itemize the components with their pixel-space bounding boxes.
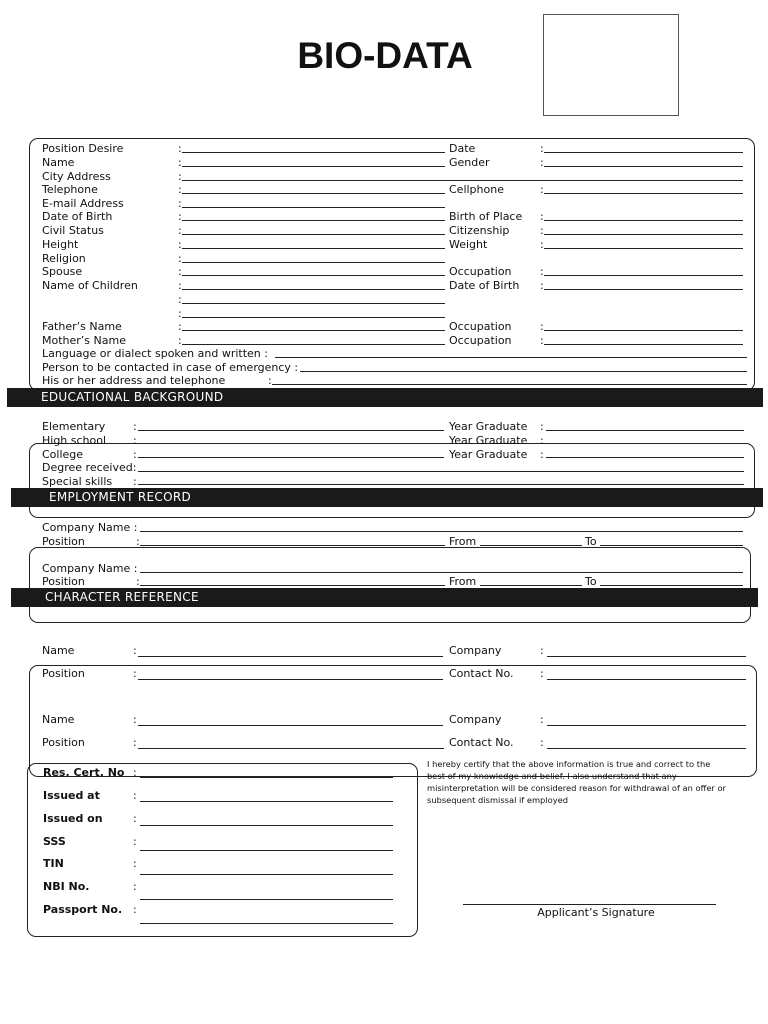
res-cert-field[interactable] xyxy=(140,777,393,778)
colon: : xyxy=(133,812,137,825)
section-heading-reference xyxy=(11,588,758,607)
colon: : xyxy=(178,252,182,265)
year-graduate-label: Year Graduate xyxy=(449,420,528,433)
colon: : xyxy=(133,434,137,447)
ref-company-field-1[interactable] xyxy=(547,656,746,657)
name-field[interactable] xyxy=(182,166,445,167)
elementary-field[interactable] xyxy=(138,430,444,431)
ref-name-field-1[interactable] xyxy=(138,656,443,657)
passport-field[interactable] xyxy=(140,923,393,924)
city-address-field[interactable] xyxy=(182,180,743,181)
colon: : xyxy=(540,265,544,278)
birth-place-label: Birth of Place xyxy=(449,210,523,223)
spouse-label: Spouse xyxy=(42,265,83,278)
company-name-label: Company Name : xyxy=(42,521,138,534)
address-telephone-label: His or her address and telephone xyxy=(42,374,226,387)
to-field-2[interactable] xyxy=(600,585,743,586)
special-skills-label: Special skills xyxy=(42,475,113,488)
year-graduate-label: Year Graduate xyxy=(449,448,528,461)
education-heading-text: EDUCATIONAL BACKGROUND xyxy=(41,390,224,404)
religion-field[interactable] xyxy=(182,262,445,263)
from-label: From xyxy=(449,535,477,548)
position-desire-field[interactable] xyxy=(182,152,445,153)
degree-field[interactable] xyxy=(138,471,744,472)
child-dob-label: Date of Birth xyxy=(449,279,520,292)
ref-contact-field-1[interactable] xyxy=(547,679,746,680)
photo-box[interactable] xyxy=(543,14,679,116)
to-label: To xyxy=(585,535,597,548)
colon: : xyxy=(178,307,182,320)
high-school-field[interactable] xyxy=(138,443,444,444)
signature-field[interactable] xyxy=(463,904,716,905)
colon: : xyxy=(540,420,544,433)
colon: : xyxy=(540,224,544,237)
to-label: To xyxy=(585,575,597,588)
colon: : xyxy=(178,279,182,292)
colon: : xyxy=(133,766,137,779)
telephone-label: Telephone xyxy=(42,183,98,196)
civil-status-field[interactable] xyxy=(182,234,445,235)
colon: : xyxy=(178,197,182,210)
signature-label: Applicant’s Signature xyxy=(537,906,655,919)
issued-at-field[interactable] xyxy=(140,801,393,802)
colon: : xyxy=(133,736,137,749)
issued-at-label: Issued at xyxy=(43,789,100,802)
colon: : xyxy=(540,448,544,461)
colon: : xyxy=(540,279,544,292)
colon: : xyxy=(178,142,182,155)
college-label: College xyxy=(42,448,84,461)
language-label: Language or dialect spoken and written : xyxy=(42,347,268,360)
colon: : xyxy=(178,156,182,169)
ref-contact-label: Contact No. xyxy=(449,736,514,749)
colon: : xyxy=(133,713,137,726)
colon: : xyxy=(178,265,182,278)
section-heading-education xyxy=(7,388,763,407)
high-school-year-field[interactable] xyxy=(546,443,744,444)
children-field-2[interactable] xyxy=(182,303,445,304)
colon: : xyxy=(540,713,544,726)
position-desire-label: Position Desire xyxy=(42,142,124,155)
colon: : xyxy=(540,156,544,169)
father-label: Father’s Name xyxy=(42,320,122,333)
colon: : xyxy=(178,210,182,223)
mother-field[interactable] xyxy=(182,344,445,345)
colon: : xyxy=(133,667,137,680)
colon: : xyxy=(268,374,272,387)
sss-field[interactable] xyxy=(140,850,393,851)
date-label: Date xyxy=(449,142,476,155)
ref-position-label: Position xyxy=(42,667,85,680)
from-label: From xyxy=(449,575,477,588)
ref-company-label: Company xyxy=(449,713,502,726)
ref-name-label: Name xyxy=(42,713,75,726)
tin-label: TIN xyxy=(43,857,64,870)
spouse-occupation-field[interactable] xyxy=(544,275,743,276)
section-heading-employment xyxy=(11,488,763,507)
colon: : xyxy=(540,644,544,657)
colon: : xyxy=(540,667,544,680)
tin-field[interactable] xyxy=(140,874,393,875)
ref-position-field-1[interactable] xyxy=(138,679,443,680)
colon: : xyxy=(178,334,182,347)
colon: : xyxy=(540,434,544,447)
position-field-1[interactable] xyxy=(140,545,445,546)
issued-on-label: Issued on xyxy=(43,812,103,825)
degree-label: Degree received: xyxy=(42,461,137,474)
from-field-1[interactable] xyxy=(480,545,582,546)
weight-field[interactable] xyxy=(544,248,743,249)
weight-label: Weight xyxy=(449,238,488,251)
colon: : xyxy=(133,475,137,488)
father-field[interactable] xyxy=(182,330,445,331)
ref-position-label: Position xyxy=(42,736,85,749)
nbi-label: NBI No. xyxy=(43,880,90,893)
colon: : xyxy=(178,183,182,196)
mother-occupation-field[interactable] xyxy=(544,344,743,345)
employment-heading-text: EMPLOYMENT RECORD xyxy=(49,490,192,504)
high-school-label: High school xyxy=(42,434,107,447)
dob-label: Date of Birth xyxy=(42,210,113,223)
date-field[interactable] xyxy=(544,152,743,153)
position-field-2[interactable] xyxy=(140,585,445,586)
dob-field[interactable] xyxy=(182,220,445,221)
children-field-1[interactable] xyxy=(182,289,445,290)
telephone-field[interactable] xyxy=(182,193,445,194)
issued-on-field[interactable] xyxy=(140,825,393,826)
colon: : xyxy=(133,420,137,433)
name-label: Name xyxy=(42,156,75,169)
email-label: E-mail Address xyxy=(42,197,124,210)
company-name-label: Company Name : xyxy=(42,562,138,575)
gender-field[interactable] xyxy=(544,166,743,167)
reference-heading-text: CHARACTER REFERENCE xyxy=(45,590,199,604)
father-occupation-field[interactable] xyxy=(544,330,743,331)
colon: : xyxy=(133,644,137,657)
from-field-2[interactable] xyxy=(480,585,582,586)
emergency-label: Person to be contacted in case of emergency : xyxy=(42,361,299,374)
elementary-year-field[interactable] xyxy=(546,430,744,431)
position-label: Position xyxy=(42,535,85,548)
colon: : xyxy=(178,320,182,333)
height-label: Height xyxy=(42,238,79,251)
citizenship-field[interactable] xyxy=(544,234,743,235)
colon: : xyxy=(540,334,544,347)
email-field[interactable] xyxy=(182,207,445,208)
colon: : xyxy=(540,320,544,333)
passport-label: Passport No. xyxy=(43,903,123,916)
civil-status-label: Civil Status xyxy=(42,224,104,237)
colon: : xyxy=(178,170,182,183)
child-dob-field[interactable] xyxy=(544,289,743,290)
company-name-field-1[interactable] xyxy=(140,531,743,532)
language-field[interactable] xyxy=(275,357,747,358)
citizenship-label: Citizenship xyxy=(449,224,510,237)
ref-contact-field-2[interactable] xyxy=(547,748,746,749)
cellphone-label: Cellphone xyxy=(449,183,504,196)
spouse-field[interactable] xyxy=(182,275,445,276)
spouse-occupation-label: Occupation xyxy=(449,265,512,278)
college-field[interactable] xyxy=(138,457,444,458)
colon: : xyxy=(136,575,140,588)
mother-occupation-label: Occupation xyxy=(449,334,512,347)
children-label: Name of Children xyxy=(42,279,138,292)
children-field-3[interactable] xyxy=(182,317,445,318)
ref-company-label: Company xyxy=(449,644,502,657)
colon: : xyxy=(136,535,140,548)
company-name-field-2[interactable] xyxy=(140,572,743,573)
mother-label: Mother’s Name xyxy=(42,334,126,347)
colon: : xyxy=(133,880,137,893)
father-occupation-label: Occupation xyxy=(449,320,512,333)
ref-name-field-2[interactable] xyxy=(138,725,443,726)
colon: : xyxy=(178,224,182,237)
colon: : xyxy=(540,238,544,251)
colon: : xyxy=(133,903,137,916)
colon: : xyxy=(133,835,137,848)
colon: : xyxy=(540,210,544,223)
ref-position-field-2[interactable] xyxy=(138,748,444,749)
elementary-label: Elementary xyxy=(42,420,106,433)
religion-label: Religion xyxy=(42,252,86,265)
colon: : xyxy=(133,857,137,870)
college-year-field[interactable] xyxy=(546,457,744,458)
to-field-1[interactable] xyxy=(600,545,743,546)
colon: : xyxy=(133,789,137,802)
year-graduate-label: Year Graduate xyxy=(449,434,528,447)
colon: : xyxy=(178,293,182,306)
certification-text: I hereby certify that the above information is true and correct to the best of my knowledge and belief. I also understand that any misinterpretation will be considered reason for withdrawal of an offer or subsequent dismissal if employed xyxy=(427,759,726,805)
colon: : xyxy=(133,448,137,461)
page-title: BIO-DATA xyxy=(297,35,473,76)
position-label: Position xyxy=(42,575,85,588)
birth-place-field[interactable] xyxy=(544,220,743,221)
cellphone-field[interactable] xyxy=(544,193,743,194)
colon: : xyxy=(178,238,182,251)
nbi-field[interactable] xyxy=(140,899,393,900)
res-cert-label: Res. Cert. No xyxy=(43,766,125,779)
sss-label: SSS xyxy=(43,835,66,848)
emergency-field[interactable] xyxy=(300,371,747,372)
colon: : xyxy=(540,142,544,155)
ref-contact-label: Contact No. xyxy=(449,667,514,680)
special-skills-field[interactable] xyxy=(138,484,744,485)
height-field[interactable] xyxy=(182,248,445,249)
gender-label: Gender xyxy=(449,156,490,169)
address-telephone-field[interactable] xyxy=(272,384,747,385)
colon: : xyxy=(540,183,544,196)
ref-name-label: Name xyxy=(42,644,75,657)
colon: : xyxy=(540,736,544,749)
city-address-label: City Address xyxy=(42,170,111,183)
ref-company-field-2[interactable] xyxy=(547,725,746,726)
